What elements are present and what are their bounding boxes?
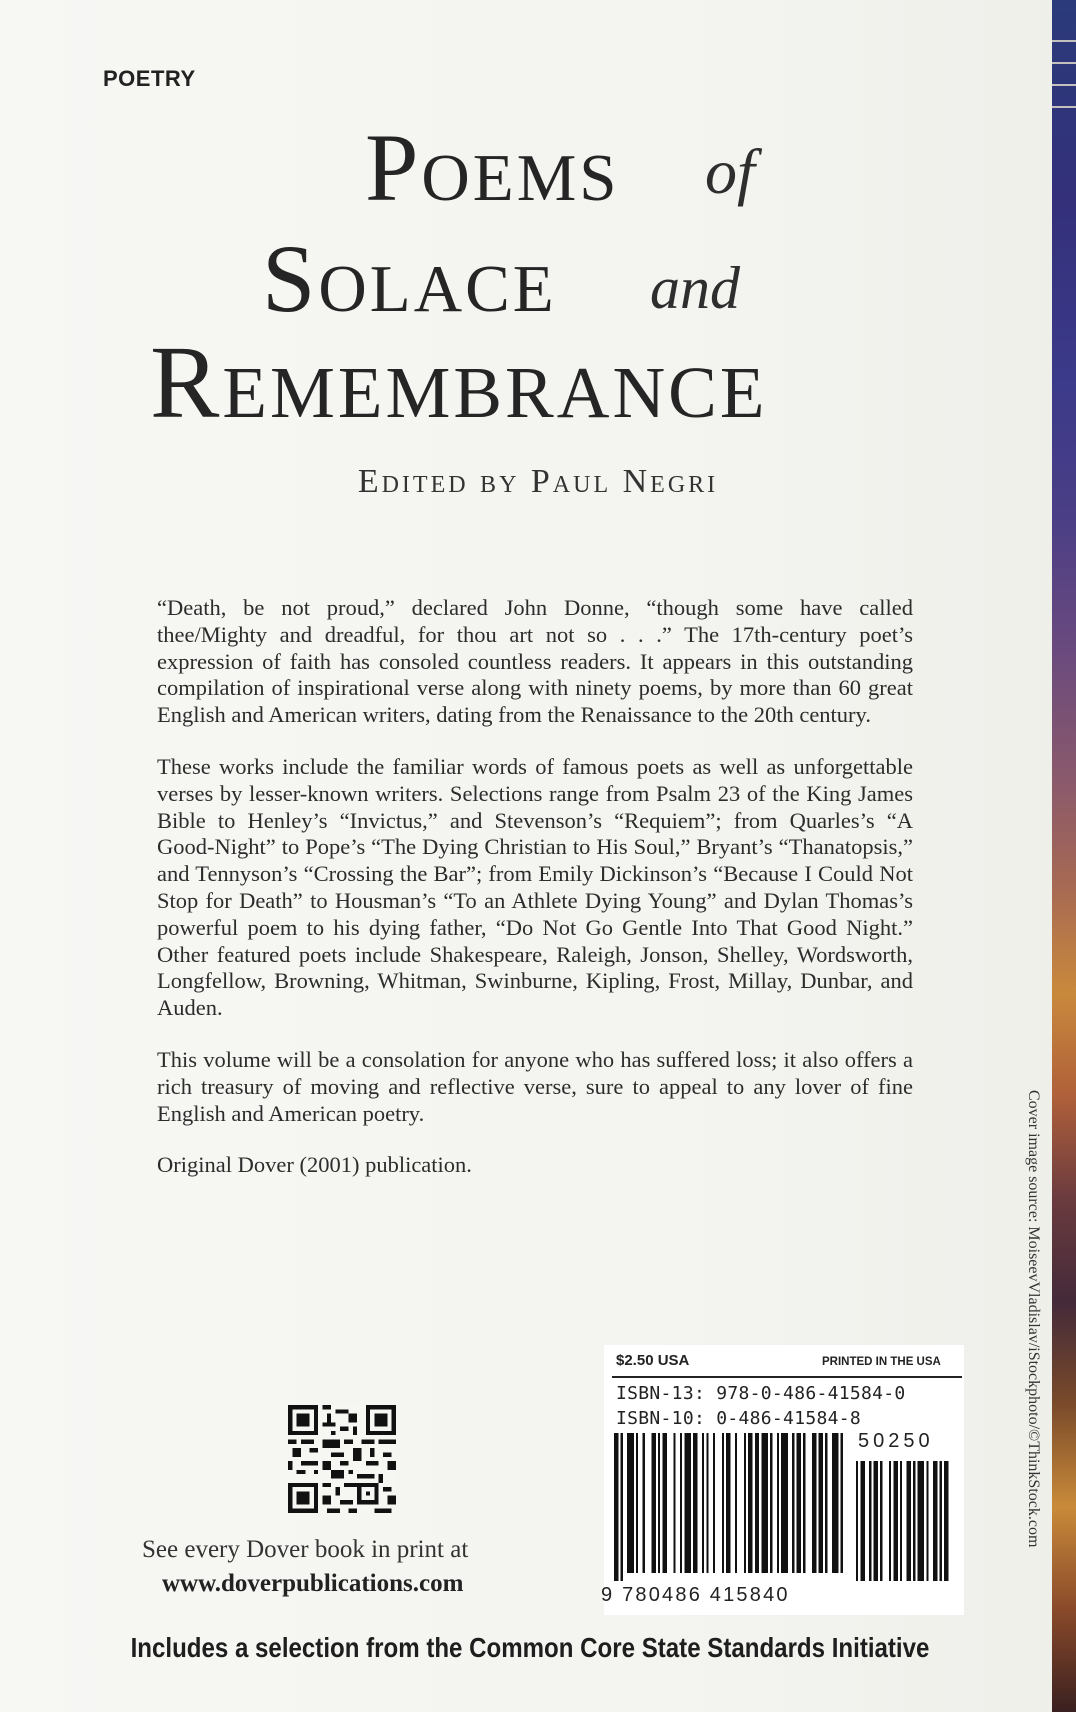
barcode-divider bbox=[612, 1376, 962, 1378]
barcode-addon-bar bbox=[918, 1461, 925, 1581]
title-of: of bbox=[705, 136, 755, 207]
barcode-bar bbox=[744, 1433, 746, 1573]
barcode-addon-bar bbox=[900, 1461, 902, 1581]
website-link[interactable]: www.doverpublications.com bbox=[162, 1570, 464, 1597]
barcode-bar bbox=[841, 1433, 843, 1573]
price-label: $2.50 USA bbox=[616, 1352, 690, 1369]
barcode-addon-bar bbox=[860, 1461, 864, 1581]
barcode-addon-bar bbox=[933, 1461, 937, 1581]
barcode-bar bbox=[684, 1433, 691, 1573]
barcode-bar bbox=[636, 1433, 638, 1573]
barcode-bar bbox=[702, 1433, 704, 1573]
barcode-bar bbox=[662, 1433, 666, 1573]
barcode-addon-number: 50250 bbox=[858, 1430, 934, 1452]
description bbox=[157, 595, 913, 1204]
cover-image-credit: Cover image source: MoiseevVladislav/iStockphoto/©ThinkStock.com bbox=[1025, 1090, 1042, 1548]
barcode-bar bbox=[627, 1433, 634, 1573]
title-solace: Solace bbox=[262, 225, 557, 332]
qr-code-icon[interactable] bbox=[288, 1405, 396, 1513]
promo-text: See every Dover book in print at bbox=[142, 1536, 469, 1563]
publication-note: Original Dover (2001) publication. bbox=[157, 1152, 472, 1178]
spine-strip bbox=[1052, 0, 1076, 1712]
barcode-bar bbox=[755, 1433, 759, 1573]
barcode-bar bbox=[832, 1433, 839, 1573]
barcode-bar bbox=[812, 1433, 816, 1573]
barcode-bar bbox=[761, 1433, 768, 1573]
isbn-13: ISBN-13: 978-0-486-41584-0 bbox=[616, 1383, 906, 1404]
barcode-bar bbox=[735, 1433, 737, 1573]
barcode-bar bbox=[713, 1433, 715, 1573]
description-paragraph-2: These works include the familiar words of famous poets as well as unforgettable verses by lesser-known writers. Selections range from Psalm 23 of the King James Bible to Henley’s “Invictus,” and Stevenson’s “Requiem”; from Quarles’s “A Good-Night” to Pope’s “The Dying Christian to His Soul,” Bryant’s “Thanatopsis,” and Tennyson’s “Crossing the Bar”; from Emily Dickinson’s “Because I Could Not Stop for Death” to Housman’s “To an Athlete Dying Young” and Dylan Thomas’s powerful poem to his dying father, “Do Not Go Gentle Into That Good Night.” Other featured poets include Shakespeare, Raleigh, Jonson, Shelley, Wordsworth, Longfellow, Browning, Whitman, Swinburne, Kipling, Frost, Millay, Dunbar, and Auden. bbox=[157, 753, 913, 1021]
barcode-addon-bar bbox=[889, 1461, 891, 1581]
barcode-bar bbox=[825, 1433, 827, 1573]
barcode-bar bbox=[614, 1433, 618, 1581]
isbn-10: ISBN-10: 0-486-41584-8 bbox=[616, 1408, 862, 1429]
printed-in-label: PRINTED IN THE USA bbox=[822, 1356, 941, 1368]
barcode-bar bbox=[693, 1433, 697, 1573]
barcode-bar bbox=[770, 1433, 772, 1573]
barcode-bar bbox=[726, 1433, 730, 1573]
barcode-addon-bar bbox=[880, 1461, 882, 1581]
barcode-addon-bar bbox=[913, 1461, 915, 1581]
barcode-bar bbox=[658, 1433, 660, 1573]
common-core-note: Includes a selection from the Common Core State Standards Initiative bbox=[130, 1632, 930, 1663]
spine-decoration bbox=[1052, 40, 1076, 120]
barcode-addon-bar bbox=[907, 1461, 911, 1581]
barcode-addon-bar bbox=[926, 1461, 928, 1581]
barcode-bar bbox=[792, 1433, 794, 1573]
barcode-bar bbox=[722, 1433, 724, 1573]
title-poems: Poems bbox=[365, 114, 620, 221]
barcode-bar bbox=[621, 1433, 623, 1581]
title-and: and bbox=[650, 255, 740, 321]
barcode-addon-bar bbox=[874, 1461, 878, 1581]
barcode-bar bbox=[819, 1433, 823, 1573]
barcode-bar bbox=[803, 1433, 805, 1573]
barcode-addon-bar bbox=[856, 1461, 858, 1581]
barcode-bar bbox=[748, 1433, 752, 1573]
title-remembrance: Remembrance bbox=[150, 325, 768, 440]
barcode-bar bbox=[777, 1433, 779, 1573]
description-paragraph-1: “Death, be not proud,” declared John Donne, “though some have called thee/Mighty and dreadful, for thou art not so . . .” The 17th-century poet’s expression of faith has consoled countless readers. It appears in this outstanding compilation of inspirational verse along with ninety poems, by more than 60 great English and American writers, dating from the Renaissance to the 20th century. bbox=[157, 595, 913, 728]
editor-credit: Edited by Paul Negri bbox=[357, 463, 719, 500]
barcode-bar bbox=[680, 1433, 682, 1573]
barcode-addon-bar bbox=[940, 1461, 942, 1581]
barcode-bar bbox=[706, 1433, 708, 1573]
barcode-addon-bar bbox=[944, 1461, 948, 1581]
barcode-addon-bar bbox=[869, 1461, 871, 1581]
barcode-icon bbox=[612, 1433, 962, 1583]
barcode-bar bbox=[673, 1433, 675, 1573]
barcode-bar bbox=[781, 1433, 788, 1573]
barcode-bar bbox=[643, 1433, 645, 1573]
barcode-bar bbox=[797, 1433, 801, 1573]
genre-label: POETRY bbox=[103, 66, 196, 91]
description-paragraph-3: This volume will be a consolation for anyone who has suffered loss; it also offers a rich treasury of moving and reflective verse, sure to appeal to any lover of fine English and American poetry. bbox=[157, 1046, 913, 1126]
barcode-digits: 9 780486 415840 bbox=[601, 1584, 790, 1606]
barcode-addon-bar bbox=[893, 1461, 897, 1581]
barcode-bar bbox=[651, 1433, 655, 1573]
